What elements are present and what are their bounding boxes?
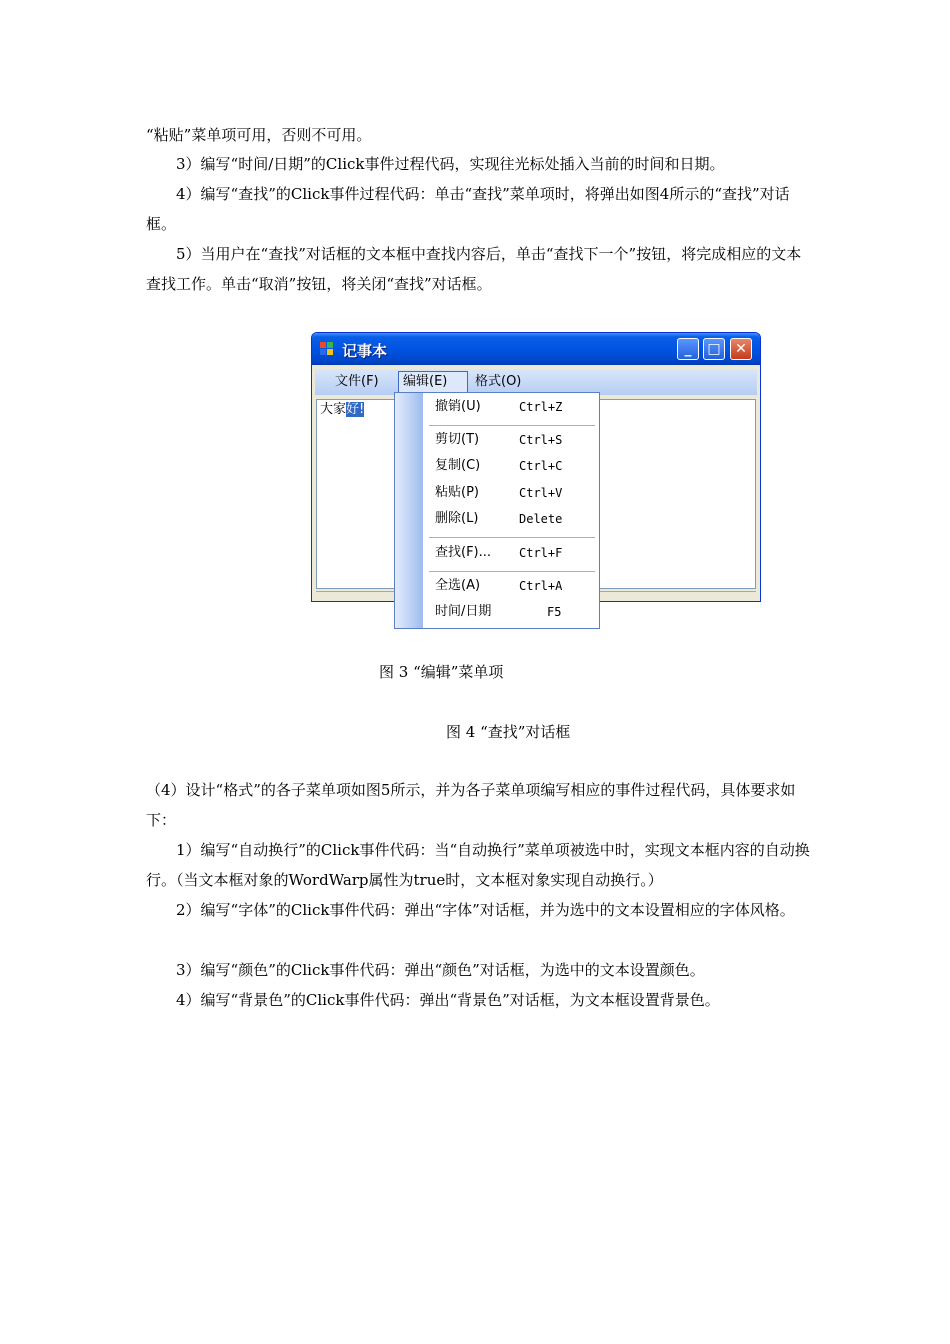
menu-item-shortcut: Delete bbox=[519, 512, 563, 526]
menu-item-shortcut: Ctrl+Z bbox=[519, 400, 563, 414]
menu-item-shortcut: Ctrl+C bbox=[519, 459, 563, 473]
minimize-button[interactable] bbox=[677, 338, 699, 360]
app-icon bbox=[320, 342, 334, 356]
menu-item-paste[interactable] bbox=[395, 483, 599, 503]
figure-3-caption: 图 3 “编辑”菜单项 bbox=[379, 663, 504, 681]
menu-item-label: 全选(A) bbox=[435, 578, 481, 593]
title-bar[interactable] bbox=[312, 333, 760, 365]
paragraph-step-3-datetime: 3）编写“时间/日期”的Click事件过程代码，实现往光标处插入当前的时间和日期。 bbox=[176, 155, 725, 173]
close-button[interactable] bbox=[730, 338, 752, 360]
menu-item-undo[interactable] bbox=[395, 397, 599, 417]
menu-item-label: 复制(C) bbox=[435, 458, 481, 473]
menu-item-label: 粘贴(P) bbox=[435, 485, 479, 500]
paragraph-format-menu-intro: （4）设计“格式”的各子菜单项如图5所示，并为各子菜单项编写相应的事件过程代码，具体要求如下： bbox=[146, 781, 796, 829]
menu-file[interactable]: 文件(F) bbox=[335, 374, 379, 389]
menu-item-label: 删除(L) bbox=[435, 511, 479, 526]
menu-item-shortcut: F5 bbox=[547, 605, 562, 619]
editor-content bbox=[320, 402, 364, 418]
paragraph-step-2-font: 2）编写“字体”的Click事件代码：弹出“字体”对话框，并为选中的文本设置相应的字体风格。 bbox=[176, 901, 795, 919]
paragraph-step-4-backcolor: 4）编写“背景色”的Click事件代码：弹出“背景色”对话框，为文本框设置背景色。 bbox=[176, 991, 720, 1009]
selected-text: 好! bbox=[346, 402, 365, 417]
paragraph-step-4-find: 4）编写“查找”的Click事件过程代码：单击“查找”菜单项时，将弹出如图4所示的“查找”对话框。 bbox=[146, 185, 790, 233]
menu-item-label: 剪切(T) bbox=[435, 432, 480, 447]
menu-format[interactable]: 格式(O) bbox=[475, 374, 522, 389]
menu-item-select-all[interactable] bbox=[395, 576, 599, 596]
menu-item-shortcut: Ctrl+V bbox=[519, 486, 563, 500]
menu-item-shortcut: Ctrl+S bbox=[519, 433, 563, 447]
menu-item-cut[interactable] bbox=[395, 430, 599, 450]
menu-item-find[interactable] bbox=[395, 543, 599, 563]
menu-separator bbox=[429, 571, 595, 572]
menu-separator bbox=[429, 537, 595, 538]
menu-item-shortcut: Ctrl+A bbox=[519, 579, 563, 593]
paragraph-step-3-color: 3）编写“颜色”的Click事件代码：弹出“颜色”对话框，为选中的文本设置颜色。 bbox=[176, 961, 705, 979]
edit-menu-dropdown bbox=[394, 392, 600, 629]
minimize-icon: _ bbox=[684, 341, 692, 357]
menu-edit[interactable]: 编辑(E) bbox=[398, 371, 468, 393]
paragraph-step-1-wordwrap: 1）编写“自动换行”的Click事件代码：当“自动换行”菜单项被选中时，实现文本框内容的自动换行。（当文本框对象的WordWarp属性为true时，文本框对象实现自动换行。） bbox=[146, 841, 810, 889]
close-icon: ✕ bbox=[735, 341, 747, 357]
menu-item-label: 时间/日期 bbox=[435, 604, 492, 619]
figure-4-caption: 图 4 “查找”对话框 bbox=[446, 723, 571, 741]
window-title: 记事本 bbox=[342, 342, 388, 360]
menu-item-delete[interactable] bbox=[395, 509, 599, 529]
paragraph-step-5-find-dialog: 5）当用户在“查找”对话框的文本框中查找内容后，单击“查找下一个”按钮，将完成相应的文本查找工作。单击“取消”按钮，将关闭“查找”对话框。 bbox=[146, 245, 802, 293]
paragraph-paste-condition: “粘贴”菜单项可用，否则不可用。 bbox=[146, 126, 372, 144]
maximize-icon: □ bbox=[707, 341, 721, 357]
maximize-button[interactable] bbox=[703, 338, 725, 360]
menu-item-copy[interactable] bbox=[395, 456, 599, 476]
menu-item-shortcut: Ctrl+F bbox=[519, 546, 563, 560]
menu-item-datetime[interactable] bbox=[395, 602, 599, 622]
editor-text: 大家 bbox=[320, 402, 347, 417]
menu-item-label: 查找(F)... bbox=[435, 545, 492, 560]
menu-item-label: 撤销(U) bbox=[435, 399, 481, 414]
menu-separator bbox=[429, 425, 595, 426]
